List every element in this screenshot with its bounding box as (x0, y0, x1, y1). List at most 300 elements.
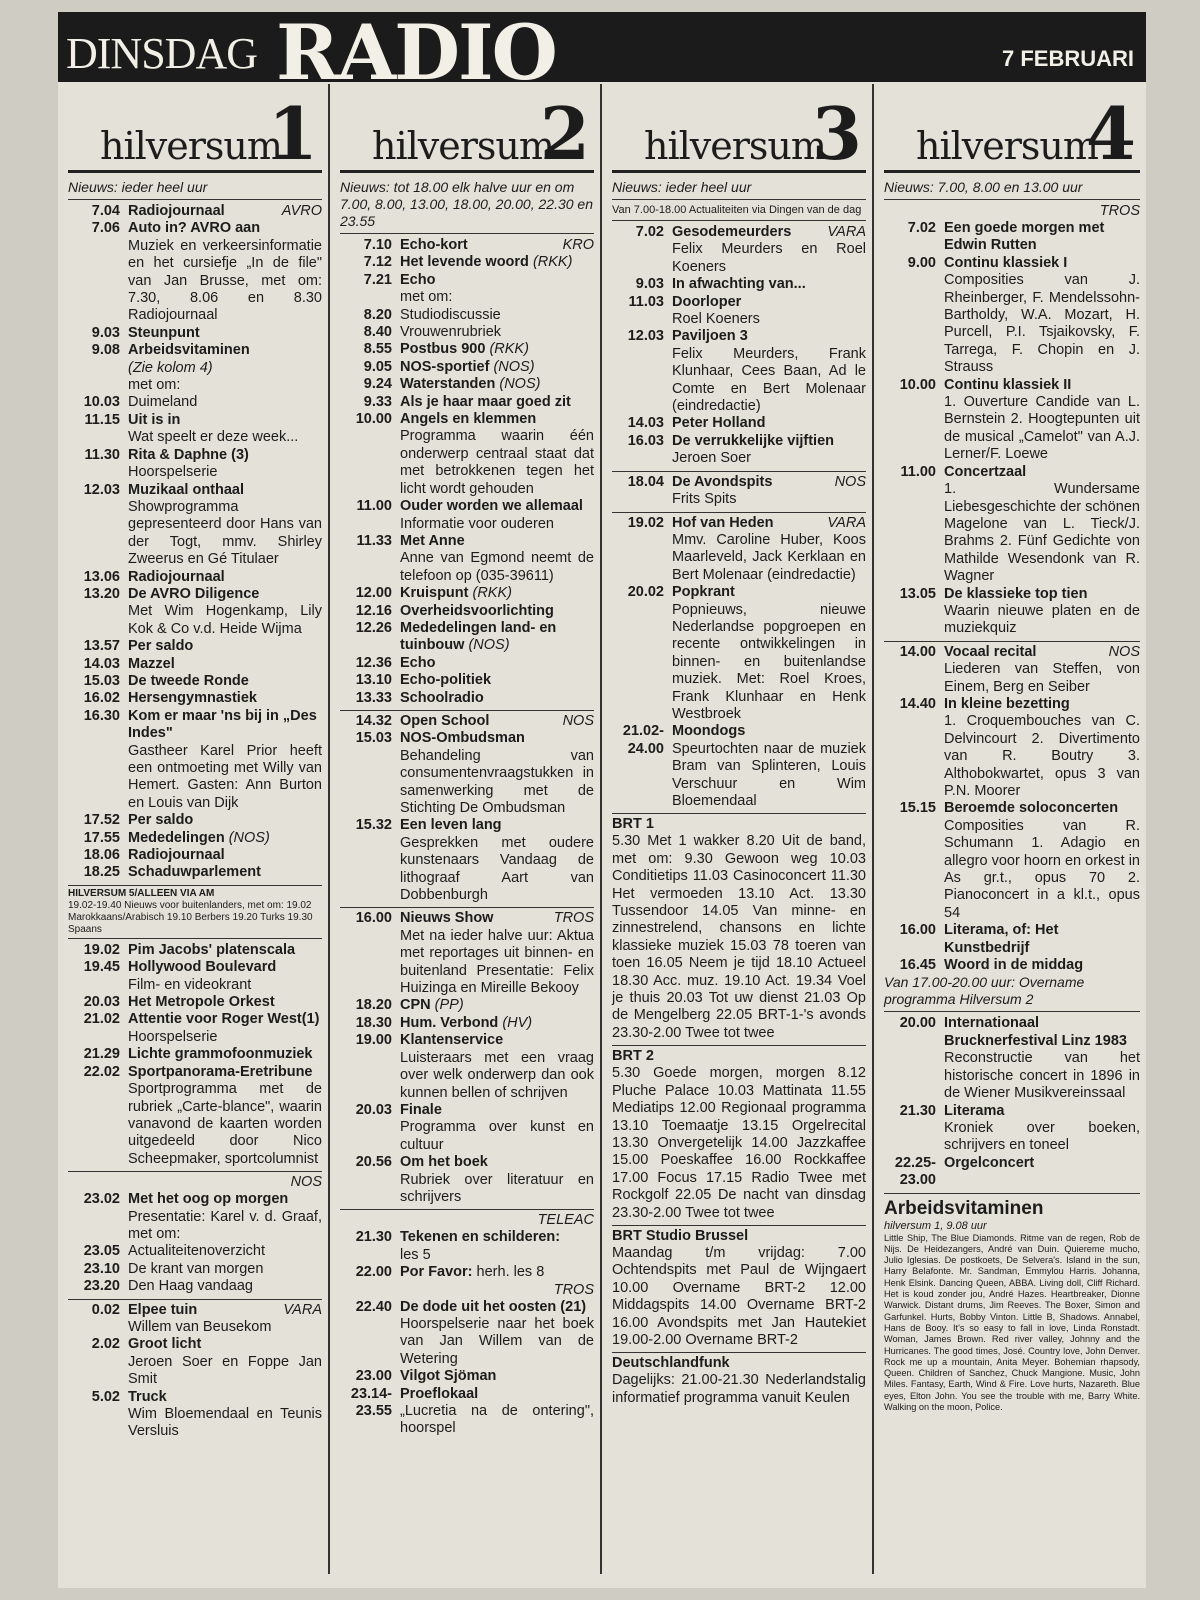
program-title: Peter Holland (672, 415, 766, 432)
program-body (400, 533, 594, 585)
program-time: 15.03 (355, 730, 392, 747)
program-description: Rubriek over literatuur en schrijvers (400, 1171, 594, 1205)
program-row (68, 1046, 322, 1063)
program-title: Tekenen en schilderen: (400, 1229, 561, 1246)
program-row (340, 307, 594, 324)
program-title: NOS-Ombudsman (400, 730, 525, 747)
program-body (400, 254, 594, 271)
program-title: Schaduwparlement (128, 864, 261, 881)
program-row (884, 377, 1140, 464)
program-time: 14.00 (899, 643, 936, 660)
program-time: 0.02 (91, 1301, 120, 1318)
program-description: 1. Ouverture Candide van L. Bernstein 2. Hoogtepunten uit de musical „Camelot" van A.J. Lerner/F. Loewe (944, 394, 1140, 463)
program-title: Den Haag vandaag (128, 1278, 253, 1295)
program-title: Por Favor: (400, 1264, 473, 1281)
program-row (68, 942, 322, 959)
column-hilversum-2 (330, 84, 602, 1574)
news-note: Nieuws: tot 18.00 elk halve uur en om 7.00, 8.00, 13.00, 18.00, 20.00, 22.30 en 23.55 (340, 179, 594, 234)
broadcaster-label: AVRO (281, 203, 322, 219)
program-title: Duimeland (128, 394, 198, 411)
program-time: 19.00 (355, 1032, 392, 1049)
program-time: 21.30 (355, 1229, 392, 1246)
program-time: 14.32 (355, 712, 392, 729)
program-row (68, 708, 322, 812)
program-title: Literama (944, 1102, 1005, 1119)
broadcaster-label: (RKK) (532, 254, 573, 271)
divider (68, 1171, 322, 1172)
divider (68, 1299, 322, 1300)
program-title: Een goede morgen met Edwin Rutten (944, 220, 1105, 254)
program-title: Vocaal recital (944, 643, 1037, 660)
program-row (612, 433, 866, 468)
program-title: Proeflokaal (400, 1385, 479, 1402)
program-time: 15.32 (355, 817, 392, 834)
program-row (340, 1015, 594, 1032)
program-body (944, 922, 1140, 957)
broadcaster-label: (PP) (434, 997, 464, 1014)
program-body (128, 1278, 322, 1295)
section-title: RADIO (276, 12, 556, 97)
arbeidsvitaminen-subtitle: hilversum 1, 9.08 uur (884, 1219, 987, 1232)
program-body (128, 447, 322, 482)
program-body (400, 1229, 594, 1264)
program-body (400, 672, 594, 689)
program-time: 20.02 (627, 584, 664, 601)
program-time: 9.33 (363, 393, 392, 410)
program-time: 20.03 (83, 994, 120, 1011)
program-time: 13.20 (83, 585, 120, 602)
brt-studio-brussel-block (612, 1228, 866, 1349)
program-body (128, 1191, 322, 1243)
program-body (128, 586, 322, 638)
program-title: Concertzaal (944, 463, 1027, 480)
program-row (340, 1264, 594, 1281)
program-body (128, 1046, 322, 1063)
program-title: Groot licht (128, 1336, 202, 1353)
program-body (400, 713, 594, 730)
program-time: 23.00 (355, 1368, 392, 1385)
program-body (400, 1299, 594, 1369)
program-row (340, 620, 594, 655)
broadcaster-label: NOS (1108, 643, 1140, 660)
am-info-box (68, 885, 322, 939)
program-row (68, 412, 322, 447)
program-time: 22.40 (355, 1298, 392, 1315)
program-time: 7.12 (363, 254, 392, 271)
station-name: hilversum (100, 124, 282, 168)
program-description: Informatie voor ouderen (400, 515, 554, 532)
program-body (944, 800, 1140, 922)
program-body (400, 1264, 594, 1281)
program-time: 20.00 (899, 1015, 936, 1032)
program-description: herh. les 8 (476, 1264, 545, 1281)
program-time: 10.00 (355, 411, 392, 428)
program-description: Presentatie: Karel v. d. Graaf, met om: (128, 1208, 322, 1242)
divider (340, 907, 594, 908)
program-body (944, 1103, 1140, 1155)
program-title: Radiojournaal (128, 568, 225, 585)
program-body (672, 328, 866, 415)
program-row (68, 656, 322, 673)
news-note: Nieuws: ieder heel uur (612, 179, 866, 200)
station-number: 2 (539, 91, 590, 173)
date-label: 7 FEBRUARI (1001, 46, 1134, 71)
program-row (884, 464, 1140, 586)
station-name: hilversum (644, 124, 826, 168)
program-body (672, 294, 866, 329)
program-time: 18.30 (355, 1014, 392, 1031)
program-description: Liederen van Steffen, von Einem, Berg en Seiber (944, 661, 1140, 695)
program-body (944, 957, 1140, 974)
program-description: Roel Koeners (672, 311, 760, 328)
program-body (128, 569, 322, 586)
program-title: Echo-politiek (400, 672, 492, 689)
program-time: 8.55 (363, 341, 392, 358)
program-row (340, 341, 594, 358)
box-text: 19.02-19.40 Nieuws voor buitenlanders, met om: 19.02 Marokkaans/Arabisch 19.10 Berbers 19.20 Turks 19.30 Spaans (68, 899, 313, 935)
program-title: Schoolradio (400, 689, 484, 706)
program-row (612, 276, 866, 293)
program-time: 7.02 (907, 220, 936, 236)
program-description: Jeroen Soer en Foppe Jan Smit (128, 1353, 322, 1388)
program-description: 1. Wundersame Liebesgeschichte der schönen Magelone van L. Tieck/J. Brahms 2. Fünf Gedichte von Mathilde Wesendonk van R. Wagner (944, 481, 1140, 585)
broadcaster-label: VARA (283, 1301, 322, 1318)
program-title: Uit is in (128, 411, 181, 428)
broadcaster-label: TELEAC (537, 1212, 594, 1229)
program-body (128, 959, 322, 994)
station-name: hilversum (916, 124, 1098, 168)
program-row (612, 584, 866, 723)
program-body (400, 411, 594, 498)
program-row (340, 359, 594, 376)
program-body (400, 1386, 594, 1438)
program-title: Internationaal Brucknerfestival Linz 1983 (944, 1015, 1127, 1049)
program-row (68, 203, 322, 220)
program-row (340, 324, 594, 341)
brt1-block (612, 816, 866, 1042)
program-description: Anne van Egmond neemt de telefoon op (035-39611) (400, 550, 594, 584)
program-body (400, 690, 594, 707)
program-row (68, 1191, 322, 1243)
program-title: Mededelingen (128, 829, 225, 846)
program-time: 11.03 (628, 293, 664, 310)
program-title: Radiojournaal (128, 203, 225, 219)
program-row (340, 690, 594, 707)
program-body (400, 655, 594, 672)
program-title: De tweede Ronde (128, 672, 249, 689)
program-row (68, 1302, 322, 1337)
program-row (340, 585, 594, 602)
program-description: Mmv. Caroline Huber, Koos Maarleveld, Jack Kerklaan en Bert Molenaar (eindredactie) (672, 531, 866, 583)
program-body (944, 464, 1140, 586)
program-title: Kom er maar 'ns bij in „Des Indes" (128, 707, 317, 742)
program-row (68, 1389, 322, 1441)
broadcaster-label: TROS (1099, 203, 1140, 219)
program-time: 11.15 (84, 411, 120, 428)
program-time: 13.06 (83, 568, 120, 585)
program-title: CPN (400, 997, 431, 1014)
program-row (68, 1064, 322, 1168)
program-description: Met Wim Hogenkamp, Lily Kok & Co v.d. Heide Wijma (128, 603, 322, 637)
program-body (128, 342, 322, 394)
program-description: Hoorspelserie (128, 1028, 218, 1045)
program-body (128, 690, 322, 707)
program-description: Programma over kunst en cultuur (400, 1119, 594, 1153)
program-row (884, 586, 1140, 638)
column-header (612, 84, 866, 173)
program-body (672, 584, 866, 723)
program-body (128, 864, 322, 881)
program-row (340, 498, 594, 533)
program-time: 19.45 (83, 959, 120, 976)
program-title: Het levende woord (400, 254, 529, 271)
program-row (884, 255, 1140, 377)
program-body (400, 307, 594, 324)
program-time: 9.24 (363, 376, 392, 393)
program-time: 18.20 (355, 997, 392, 1014)
program-row (340, 1368, 594, 1385)
masthead (58, 12, 1146, 97)
program-title: Truck (128, 1388, 167, 1405)
program-time: 19.02 (83, 941, 120, 958)
program-time: 12.03 (83, 481, 120, 498)
program-time: 11.00 (900, 463, 936, 480)
program-description: 1. Croquembouches van C. Delvincourt 2. Divertimento van R. Boutry 3. Althobokwartet, opus 3 van P.N. Moorer (944, 713, 1140, 799)
program-body (128, 1064, 322, 1168)
broadcaster-label: (NOS) (468, 637, 510, 654)
program-row (68, 394, 322, 411)
program-time: 16.03 (627, 432, 664, 449)
program-title: Popkrant (672, 584, 735, 601)
program-time: 14.40 (899, 695, 936, 712)
program-body (400, 359, 594, 376)
program-row (340, 603, 594, 620)
program-title: Met het oog op morgen (128, 1191, 289, 1208)
program-body (128, 482, 322, 569)
program-title: De klassieke top tien (944, 585, 1088, 602)
program-body (944, 255, 1140, 377)
broadcaster-label: TROS (553, 910, 594, 927)
program-title: Open School (400, 712, 490, 729)
broadcaster-label: (HV) (502, 1014, 533, 1031)
broadcaster-label: (RKK) (472, 585, 512, 602)
program-title: Het Metropole Orkest (128, 994, 275, 1011)
program-title: De AVRO Diligence (128, 585, 260, 602)
program-body (128, 1389, 322, 1441)
program-time: 12.03 (627, 328, 664, 345)
program-description: Waarin nieuwe platen en de muziekquiz (944, 602, 1140, 637)
program-row (68, 342, 322, 394)
program-title: De krant van morgen (128, 1260, 264, 1277)
program-row (340, 272, 594, 307)
program-row (340, 730, 594, 817)
broadcaster-label: (RKK) (489, 341, 529, 358)
broadcaster-label: TROS (553, 1281, 594, 1298)
program-title: Per saldo (128, 638, 194, 655)
program-body (400, 817, 594, 904)
program-time: 22.00 (355, 1264, 392, 1281)
program-time: 20.56 (355, 1154, 392, 1171)
program-row (884, 1015, 1140, 1102)
program-body (128, 1261, 322, 1278)
program-row (612, 328, 866, 415)
program-description: Frits Spits (672, 491, 737, 508)
program-title: Hum. Verbond (400, 1014, 499, 1031)
program-row (68, 1243, 322, 1260)
block-title: BRT 2 (612, 1048, 654, 1065)
program-title: Gesodemeurders (672, 224, 792, 240)
program-title: Mazzel (128, 655, 175, 672)
block-title: Deutschlandfunk (612, 1355, 730, 1372)
program-title: Hollywood Boulevard (128, 959, 277, 976)
program-row (68, 586, 322, 638)
program-time: 8.40 (363, 324, 392, 341)
program-title: Ouder worden we allemaal (400, 498, 583, 515)
program-time: 23.02 (83, 1191, 120, 1208)
broadcaster-label: (NOS) (499, 376, 541, 393)
program-title: In kleine bezetting (944, 695, 1070, 712)
program-time: 23.20 (83, 1278, 120, 1295)
program-body (400, 1032, 594, 1102)
deutschlandfunk-block (612, 1355, 866, 1407)
program-title: De Avondspits (672, 473, 773, 490)
program-row (340, 713, 594, 730)
program-body (400, 341, 594, 358)
program-body (400, 620, 594, 655)
program-title: Vilgot Sjöman (400, 1368, 497, 1385)
program-row (340, 1229, 594, 1264)
program-description: Composities van R. Schumann 1. Adagio en allegro voor hoorn en orkest in As gr.t., opus 70 2. Pianoconcert in a kl.t., opus 54 (944, 817, 1140, 921)
program-description: Gastheer Karel Prior heeft een ontmoeting met Willy van Hemert. Gasten: Ann Burton en Louis van Dijk (128, 742, 322, 811)
program-body (128, 673, 322, 690)
program-row (884, 696, 1140, 800)
program-body (944, 1155, 1140, 1190)
column-header (340, 84, 594, 173)
program-body (672, 433, 866, 468)
program-body (944, 377, 1140, 464)
program-body (128, 656, 322, 673)
program-time: 16.00 (355, 910, 392, 927)
program-title: Orgelconcert (944, 1154, 1035, 1171)
program-body (128, 1243, 322, 1260)
program-note: (Zie kolom 4) (128, 359, 213, 376)
broadcaster-label: VARA (827, 224, 866, 240)
box-title: HILVERSUM 5/ALLEEN VIA AM (68, 887, 215, 899)
program-row (68, 1278, 322, 1295)
column-hilversum-3 (602, 84, 874, 1574)
program-body (128, 220, 322, 324)
block-text: Maandag t/m vrijdag: 7.00 Ochtendspits met Paul de Wijngaert 10.00 Overname BRT-2 12.00 Middagspits 14.00 Overname BRT-2 16.00 Avondspits met Jan Hautekiet 19.00-2.00 Overname BRT-2 (612, 1244, 866, 1348)
program-body (128, 994, 322, 1011)
program-title: Radiojournaal (128, 847, 225, 864)
program-time: 7.02 (635, 224, 664, 240)
block-title: BRT Studio Brussel (612, 1227, 749, 1244)
program-title: NOS-sportief (400, 358, 490, 375)
program-description: Speurtochten naar de muziek Bram van Splinteren, Louis Verschuur en Wim Bloemendaal (672, 740, 866, 809)
program-description: les 5 (400, 1246, 431, 1263)
program-time: 22.25-23.00 (894, 1154, 936, 1189)
divider (612, 471, 866, 472)
block-text: 5.30 Goede morgen, morgen 8.12 Pluche Palace 10.03 Mattinata 11.55 Mediatips 12.00 Regionaal programma 13.10 Toemaatje 13.15 Orgelrecital 13.30 Onvergetelijk 14.00 Jazzkaffee 15.00 Poeskaffee 16.00 Rockkaffee 17.00 Focus 17.15 Radio Twee met Rockgolf 22.05 De nacht van dinsdag 23.30-2.00 Twee tot twee (612, 1065, 866, 1221)
program-title: Mededelingen land- en tuinbouw (400, 619, 557, 654)
divider (612, 813, 866, 814)
program-body (400, 997, 594, 1014)
program-description: Programma waarin één onderwerp centraal staat dat met betrokkenen tegen het licht wordt gehouden (400, 428, 594, 497)
program-row (612, 474, 866, 509)
program-body (128, 1336, 322, 1388)
program-description: Wim Bloemendaal en Teunis Versluis (128, 1406, 322, 1440)
program-time: 13.57 (83, 638, 120, 655)
divider (884, 641, 1140, 642)
program-title: Overheidsvoorlichting (400, 602, 554, 619)
program-description: met om: (128, 377, 181, 394)
program-title: Als je haar maar goed zit (400, 393, 571, 410)
arbeidsvitaminen-title: Arbeidsvitaminen (884, 1197, 1044, 1219)
program-title: Een leven lang (400, 817, 502, 834)
program-body (400, 394, 594, 411)
program-row (68, 638, 322, 655)
program-title: Kruispunt (400, 585, 469, 602)
program-body (400, 237, 594, 254)
program-row (68, 864, 322, 881)
program-title: Elpee tuin (128, 1301, 198, 1318)
column-header (884, 84, 1140, 173)
program-time: 10.03 (83, 394, 120, 411)
divider (340, 710, 594, 711)
program-body (400, 498, 594, 533)
program-time: 16.45 (899, 957, 936, 974)
program-title: Arbeidsvitaminen (128, 342, 250, 359)
program-description: Reconstructie van het historische concert in 1896 in de Wiener Musikvereinssaal (944, 1050, 1140, 1102)
station-name: hilversum (372, 124, 554, 168)
program-row (340, 910, 594, 997)
program-description: Luisteraars met een vraag over welk onderwerp dan ook kunnen bellen of schrijven (400, 1049, 594, 1101)
program-description: Showprogramma gepresenteerd door Hans van der Togt, mmv. Shirley Zweerus en Gé Titulaer (128, 498, 322, 568)
program-row (68, 1011, 322, 1046)
program-time: 21.30 (899, 1102, 936, 1119)
program-title: Hof van Heden (672, 514, 774, 531)
program-title: Actualiteitenoverzicht (128, 1243, 266, 1260)
program-title: Rita & Daphne (3) (128, 446, 249, 463)
program-row (884, 644, 1140, 696)
program-row (68, 482, 322, 569)
program-row (340, 394, 594, 411)
program-row (340, 1032, 594, 1102)
program-time: 9.05 (363, 358, 392, 375)
program-body (400, 1102, 594, 1154)
broadcaster-label: KRO (562, 237, 594, 253)
program-time: 20.03 (355, 1101, 392, 1118)
broadcaster-label: VARA (827, 514, 866, 531)
program-row (340, 997, 594, 1014)
program-title: Literama, of: Het Kunstbedrijf (944, 922, 1059, 956)
program-time: 12.16 (355, 602, 392, 619)
program-row (340, 237, 594, 254)
program-row (612, 723, 866, 810)
program-title: Sportpanorama-Eretribune (128, 1063, 313, 1080)
program-body (400, 272, 594, 307)
program-body (944, 696, 1140, 800)
block-title: BRT 1 (612, 816, 654, 833)
program-time: 22.02 (83, 1063, 120, 1080)
divider (612, 1225, 866, 1226)
program-time: 23.14-23.55 (350, 1385, 392, 1419)
day-label: DINSDAG (66, 29, 257, 78)
program-row (68, 812, 322, 829)
program-row (340, 1386, 594, 1438)
program-title: Met Anne (400, 532, 465, 549)
program-title: Muzikaal onthaal (128, 481, 245, 498)
